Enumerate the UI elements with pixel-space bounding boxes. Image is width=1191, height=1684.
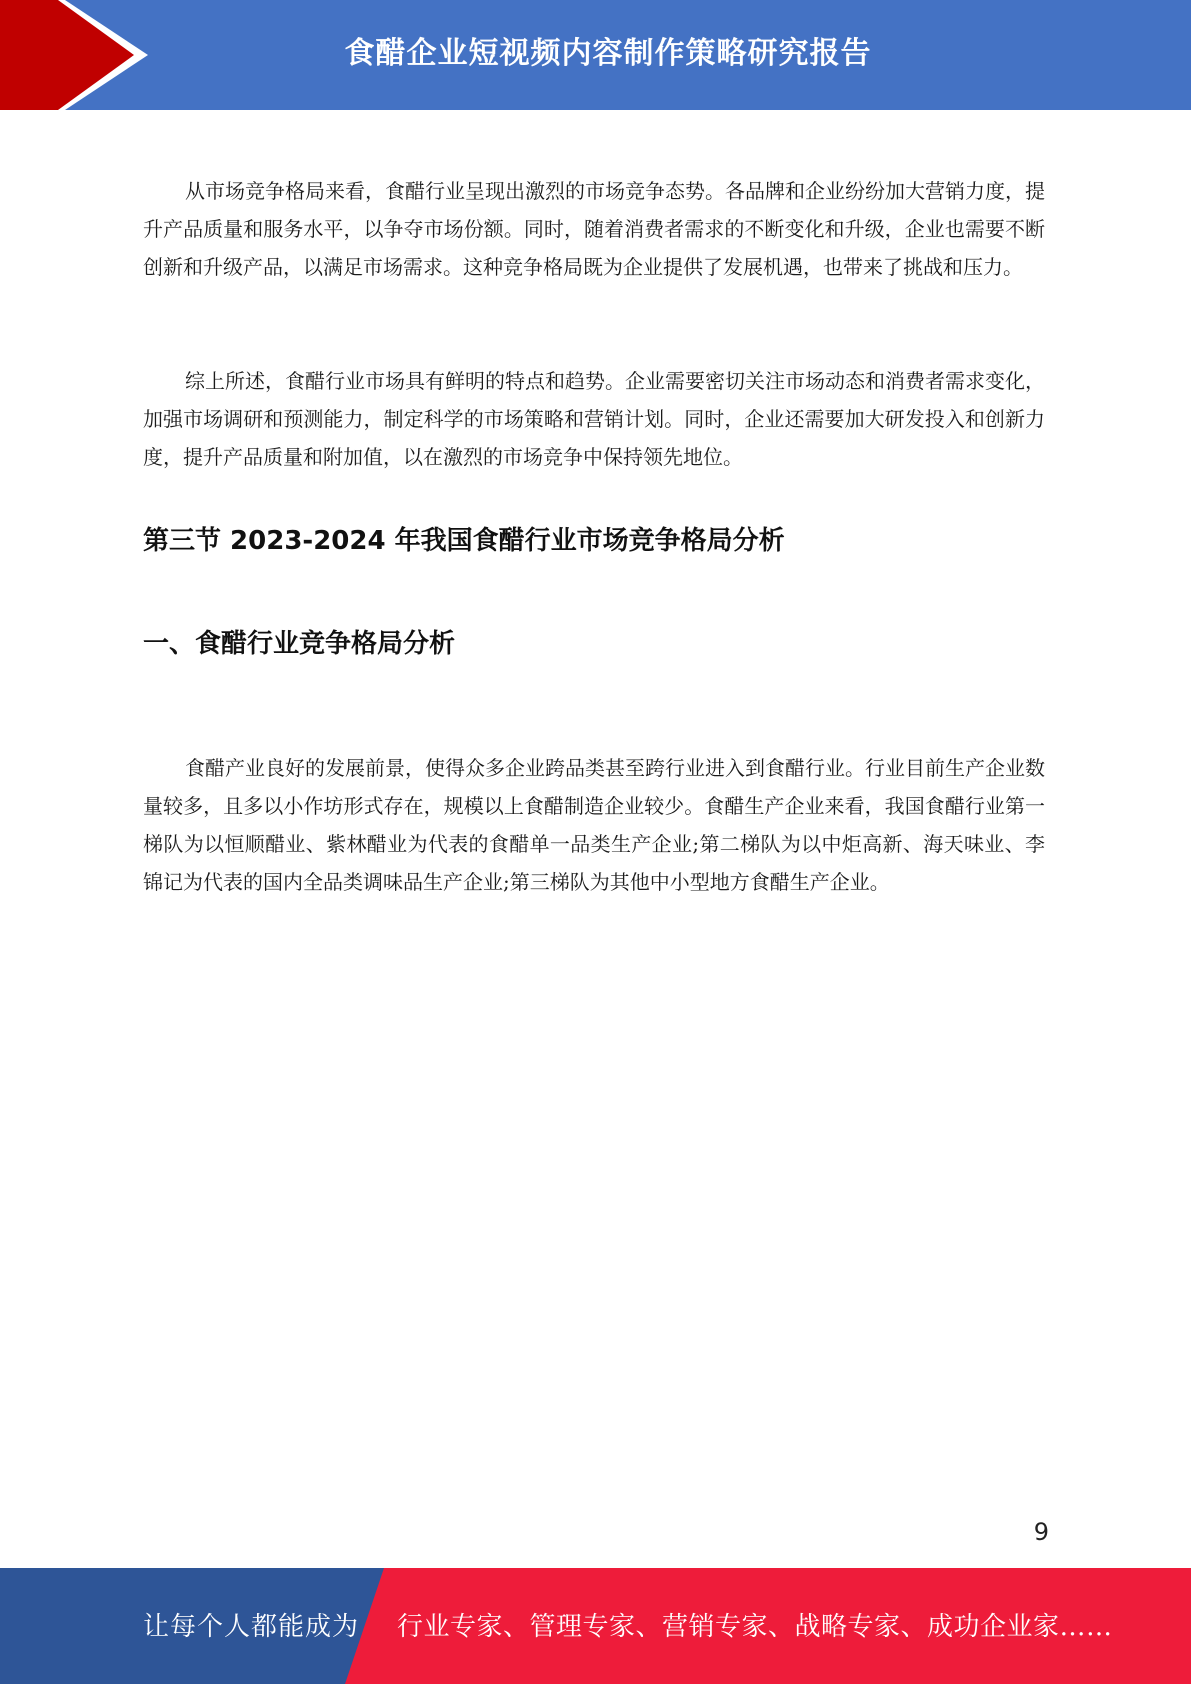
page-number: 9 xyxy=(1033,1518,1049,1546)
report-title: 食醋企业短视频内容制作策略研究报告 xyxy=(344,36,872,71)
body-paragraph: 食醋产业良好的发展前景，使得众多企业跨品类甚至跨行业进入到食醋行业。行业目前生产企业数量较多，且多以小作坊形式存在，规模以上食醋制造企业较少。食醋生产企业来看，我国食醋行业第一梯队为以恒顺醋业、紫林醋业为代表的食醋单一品类生产企业;第二梯队为以中炬高新、海天味业、李锦记为代表的国内全品类调味品生产企业;第三梯队为其他中小型地方食醋生产企业。 xyxy=(143,756,1045,894)
paragraph-summary xyxy=(143,362,1045,476)
subsection-heading-block xyxy=(143,627,1045,661)
page-header xyxy=(0,0,1191,110)
subsection-heading: 一、食醋行业竞争格局分析 xyxy=(143,629,456,659)
paragraph-competition-tiers xyxy=(143,749,1045,901)
body-paragraph: 从市场竞争格局来看，食醋行业呈现出激烈的市场竞争态势。各品牌和企业纷纷加大营销力度，提升产品质量和服务水平，以争夺市场份额。同时，随着消费者需求的不断变化和升级，企业也需要不断创新和升级产品，以满足市场需求。这种竞争格局既为企业提供了发展机遇，也带来了挑战和压力。 xyxy=(143,179,1045,279)
body-paragraph: 综上所述，食醋行业市场具有鲜明的特点和趋势。企业需要密切关注市场动态和消费者需求变化，加强市场调研和预测能力，制定科学的市场策略和营销计划。同时，企业还需要加大研发投入和创新力度，提升产品质量和附加值，以在激烈的市场竞争中保持领先地位。 xyxy=(143,369,1045,469)
footer-slogan-right: 行业专家、管理专家、营销专家、战略专家、成功企业家…… xyxy=(397,1612,1113,1642)
paragraph-market-competition xyxy=(143,172,1045,286)
page-footer xyxy=(0,1568,1191,1684)
section-heading-block xyxy=(143,524,1045,558)
footer-slogan-left: 让每个人都能成为 xyxy=(143,1612,360,1642)
section-heading: 第三节 2023-2024 年我国食醋行业市场竞争格局分析 xyxy=(143,526,785,556)
